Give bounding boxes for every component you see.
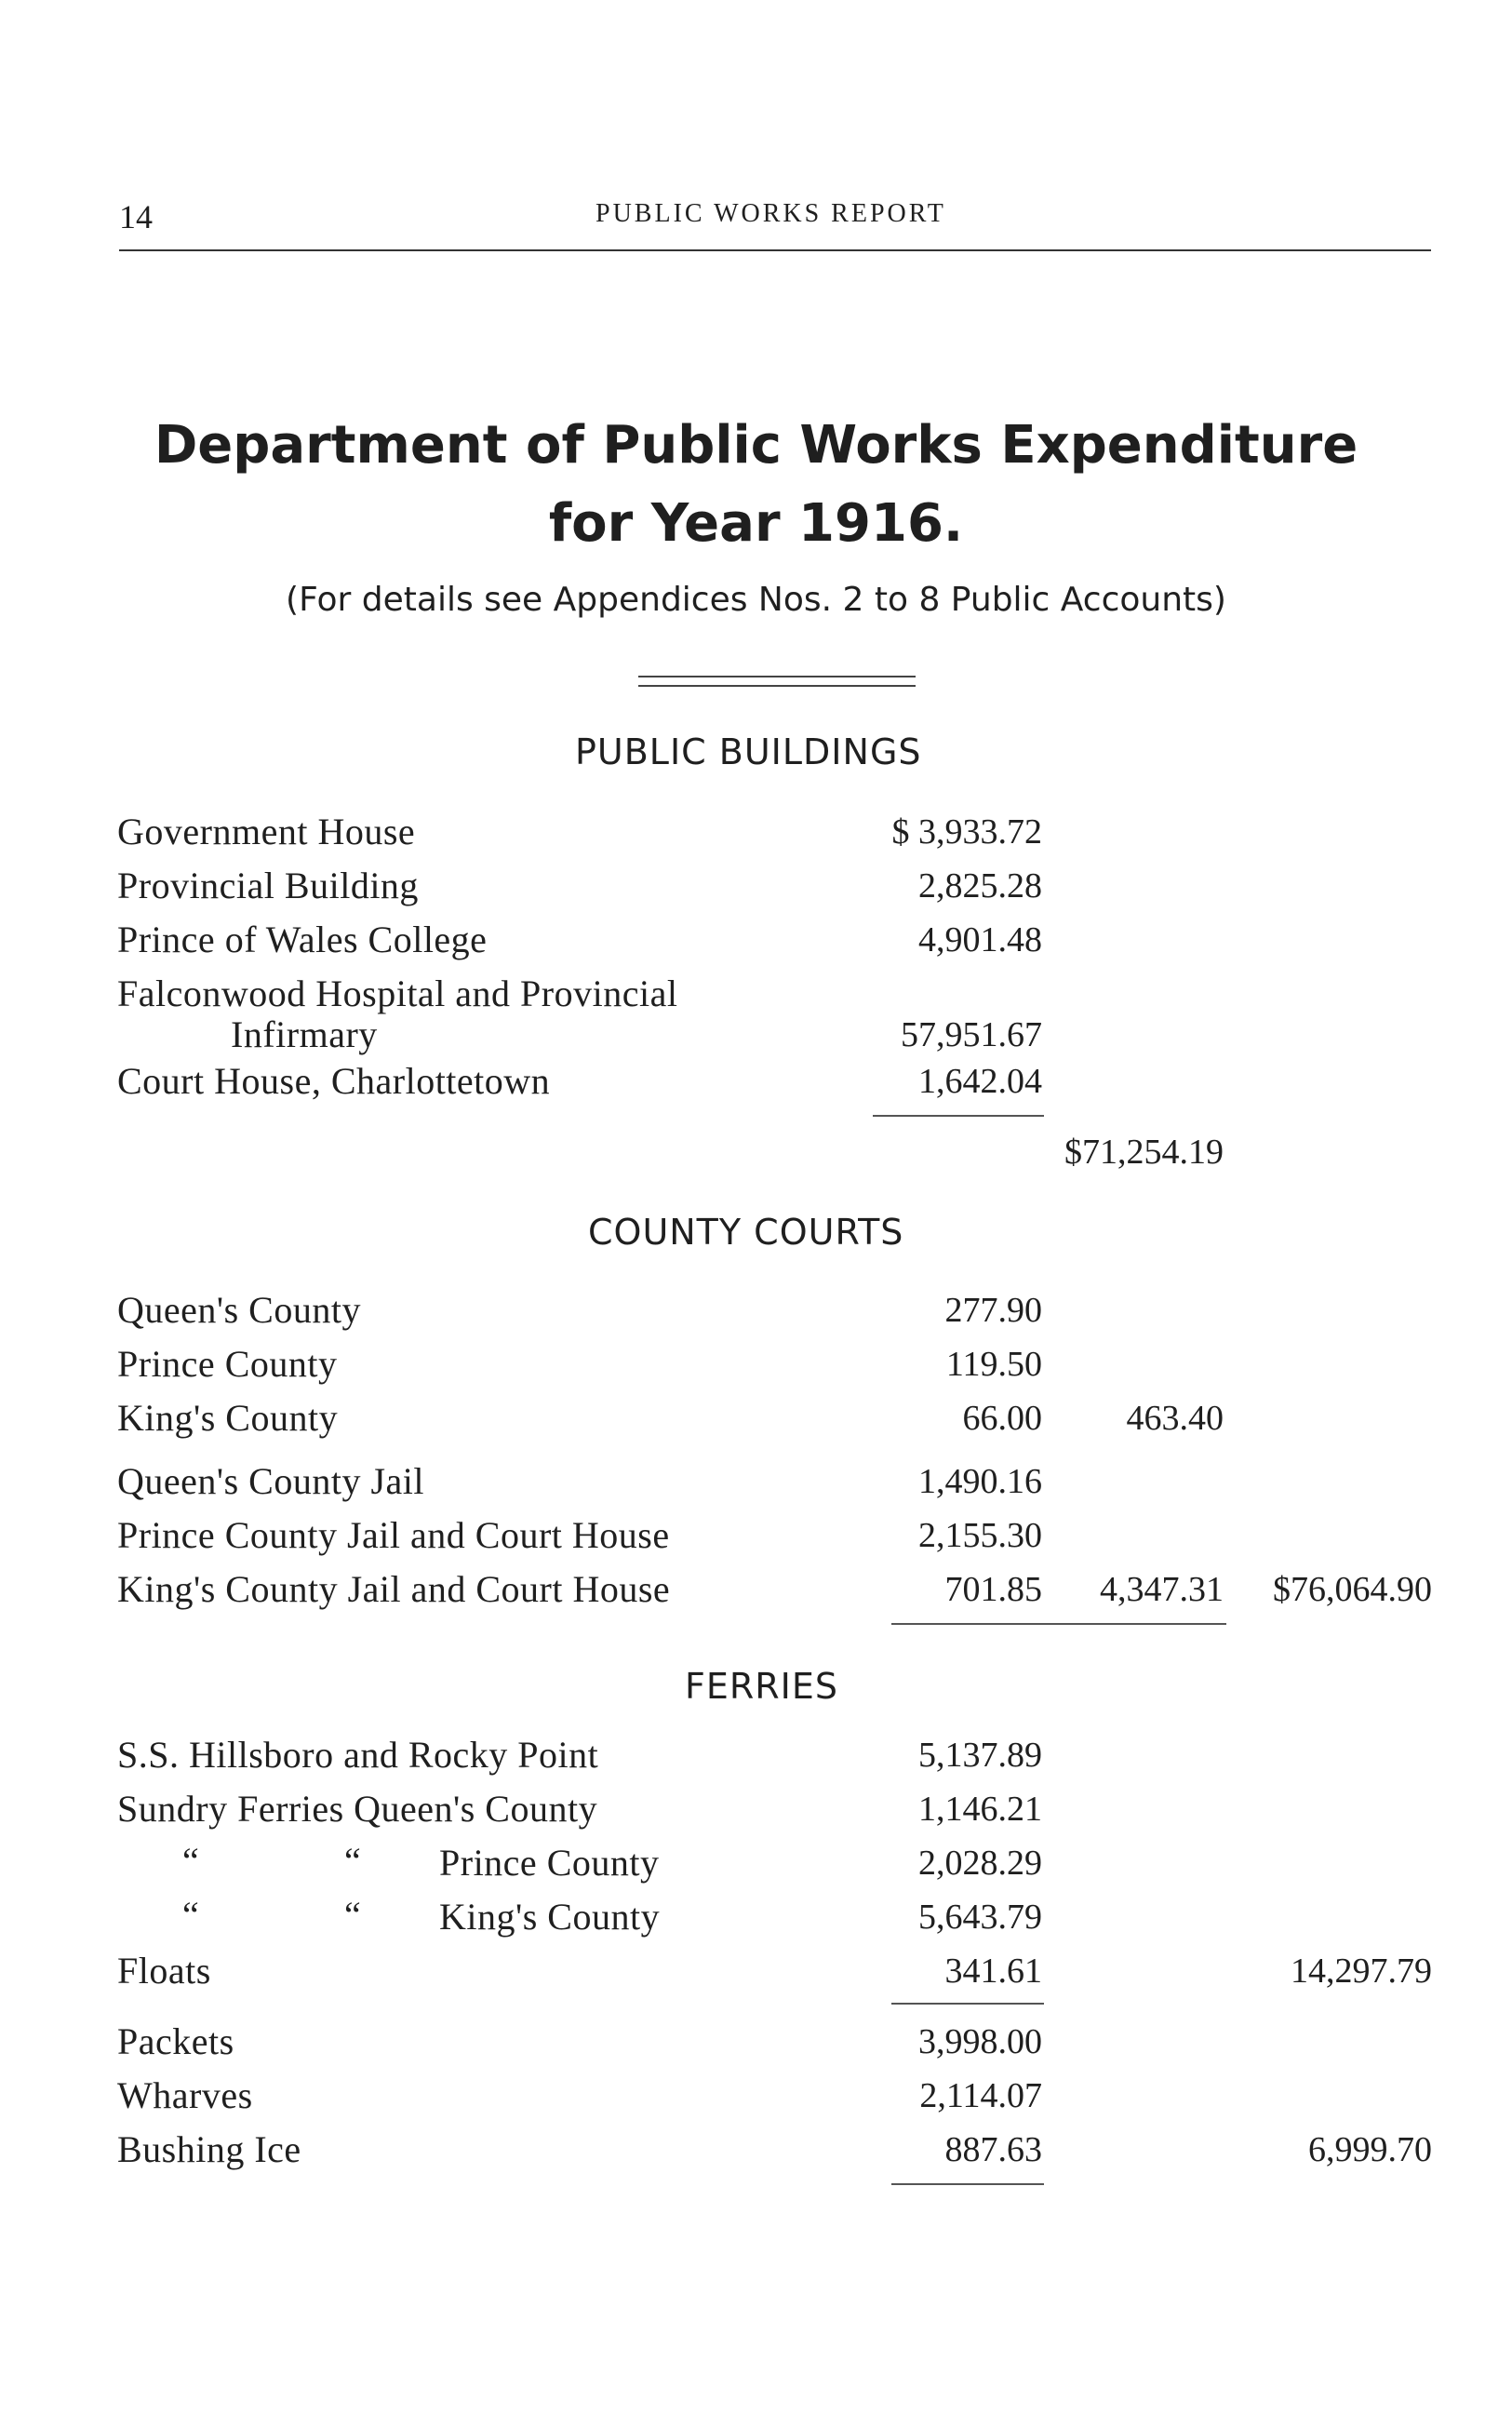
section-total: $71,254.19 [1064,1133,1224,1172]
page-number: 14 [119,198,153,235]
line-item-amount: $ 3,933.72 [891,812,1042,852]
line-item-label: King's County [117,1397,339,1439]
line-item-label: Floats [117,1950,211,1992]
line-item-label: Prince County Jail and Court House [117,1514,670,1556]
line-item-label: Sundry Ferries Queen's County [117,1788,598,1830]
section-total: 6,999.70 [1308,2130,1432,2169]
page-title-line2: for Year 1916. [548,493,964,554]
ditto-mark: “ [344,1894,362,1936]
line-item-amount: 277.90 [944,1291,1042,1330]
sum-rule [873,1115,1044,1117]
line-item-amount: 66.00 [962,1399,1042,1438]
line-item-label: Court House, Charlottetown [117,1060,551,1102]
running-title: PUBLIC WORKS REPORT [595,199,946,228]
ditto-mark: “ [344,1840,362,1882]
line-item-amount: 341.61 [944,1952,1042,1991]
section-total: 14,297.79 [1291,1952,1432,1991]
line-item-label: Government House [117,811,416,852]
line-item-label: Wharves [117,2074,253,2116]
line-item-amount: 2,114.07 [919,2076,1042,2115]
line-item-amount: 5,137.89 [918,1736,1042,1775]
running-total: $76,064.90 [1273,1570,1432,1609]
header-rule [119,249,1431,251]
ditto-mark: “ [182,1894,200,1936]
line-item-label: Prince County [117,1343,338,1385]
subtotal-amount: 463.40 [1126,1399,1224,1438]
line-item-amount: 1,146.21 [918,1790,1042,1829]
subtotal-amount: 4,347.31 [1100,1570,1224,1609]
line-item-amount: 1,642.04 [918,1062,1042,1101]
line-item-label: Queen's County [117,1289,361,1331]
section-heading-county-courts: COUNTY COURTS [588,1212,904,1253]
line-item-label: King's County Jail and Court House [117,1568,671,1610]
subtitle: (For details see Appendices Nos. 2 to 8 Public Accounts) [286,581,1226,619]
sum-rule [891,2183,1044,2185]
line-item-label: S.S. Hillsboro and Rocky Point [117,1734,599,1776]
section-heading-ferries: FERRIES [685,1666,839,1707]
line-item-label: Queen's County Jail [117,1460,425,1502]
line-item-amount: 1,490.16 [918,1462,1042,1501]
line-item-amount: 2,028.29 [918,1844,1042,1883]
line-item-amount: 119.50 [945,1345,1042,1384]
line-item-label: King's County [439,1896,661,1938]
line-item-amount: 2,155.30 [918,1516,1042,1555]
line-item-amount: 57,951.67 [901,1015,1042,1054]
sum-rule [891,1623,1226,1625]
ditto-mark: “ [182,1840,200,1882]
line-item-amount: 701.85 [944,1570,1042,1609]
line-item-label: Provincial Building [117,865,419,906]
sum-rule [891,2003,1044,2005]
title-divider-bottom [638,685,916,687]
line-item-amount: 5,643.79 [918,1898,1042,1937]
line-item-amount: 3,998.00 [918,2022,1042,2061]
line-item-amount: 2,825.28 [918,866,1042,905]
line-item-label: Prince County [439,1842,660,1884]
line-item-label-continued: Infirmary [231,1013,378,1055]
section-heading-public-buildings: PUBLIC BUILDINGS [575,731,922,772]
line-item-label: Prince of Wales College [117,919,488,960]
line-item-label: Bushing Ice [117,2128,301,2170]
title-divider-top [638,676,916,677]
line-item-label: Falconwood Hospital and Provincial [117,973,678,1014]
line-item-amount: 887.63 [944,2130,1042,2169]
line-item-label: Packets [117,2020,234,2062]
line-item-amount: 4,901.48 [918,920,1042,959]
page-title: Department of Public Works Expenditure [154,415,1358,476]
